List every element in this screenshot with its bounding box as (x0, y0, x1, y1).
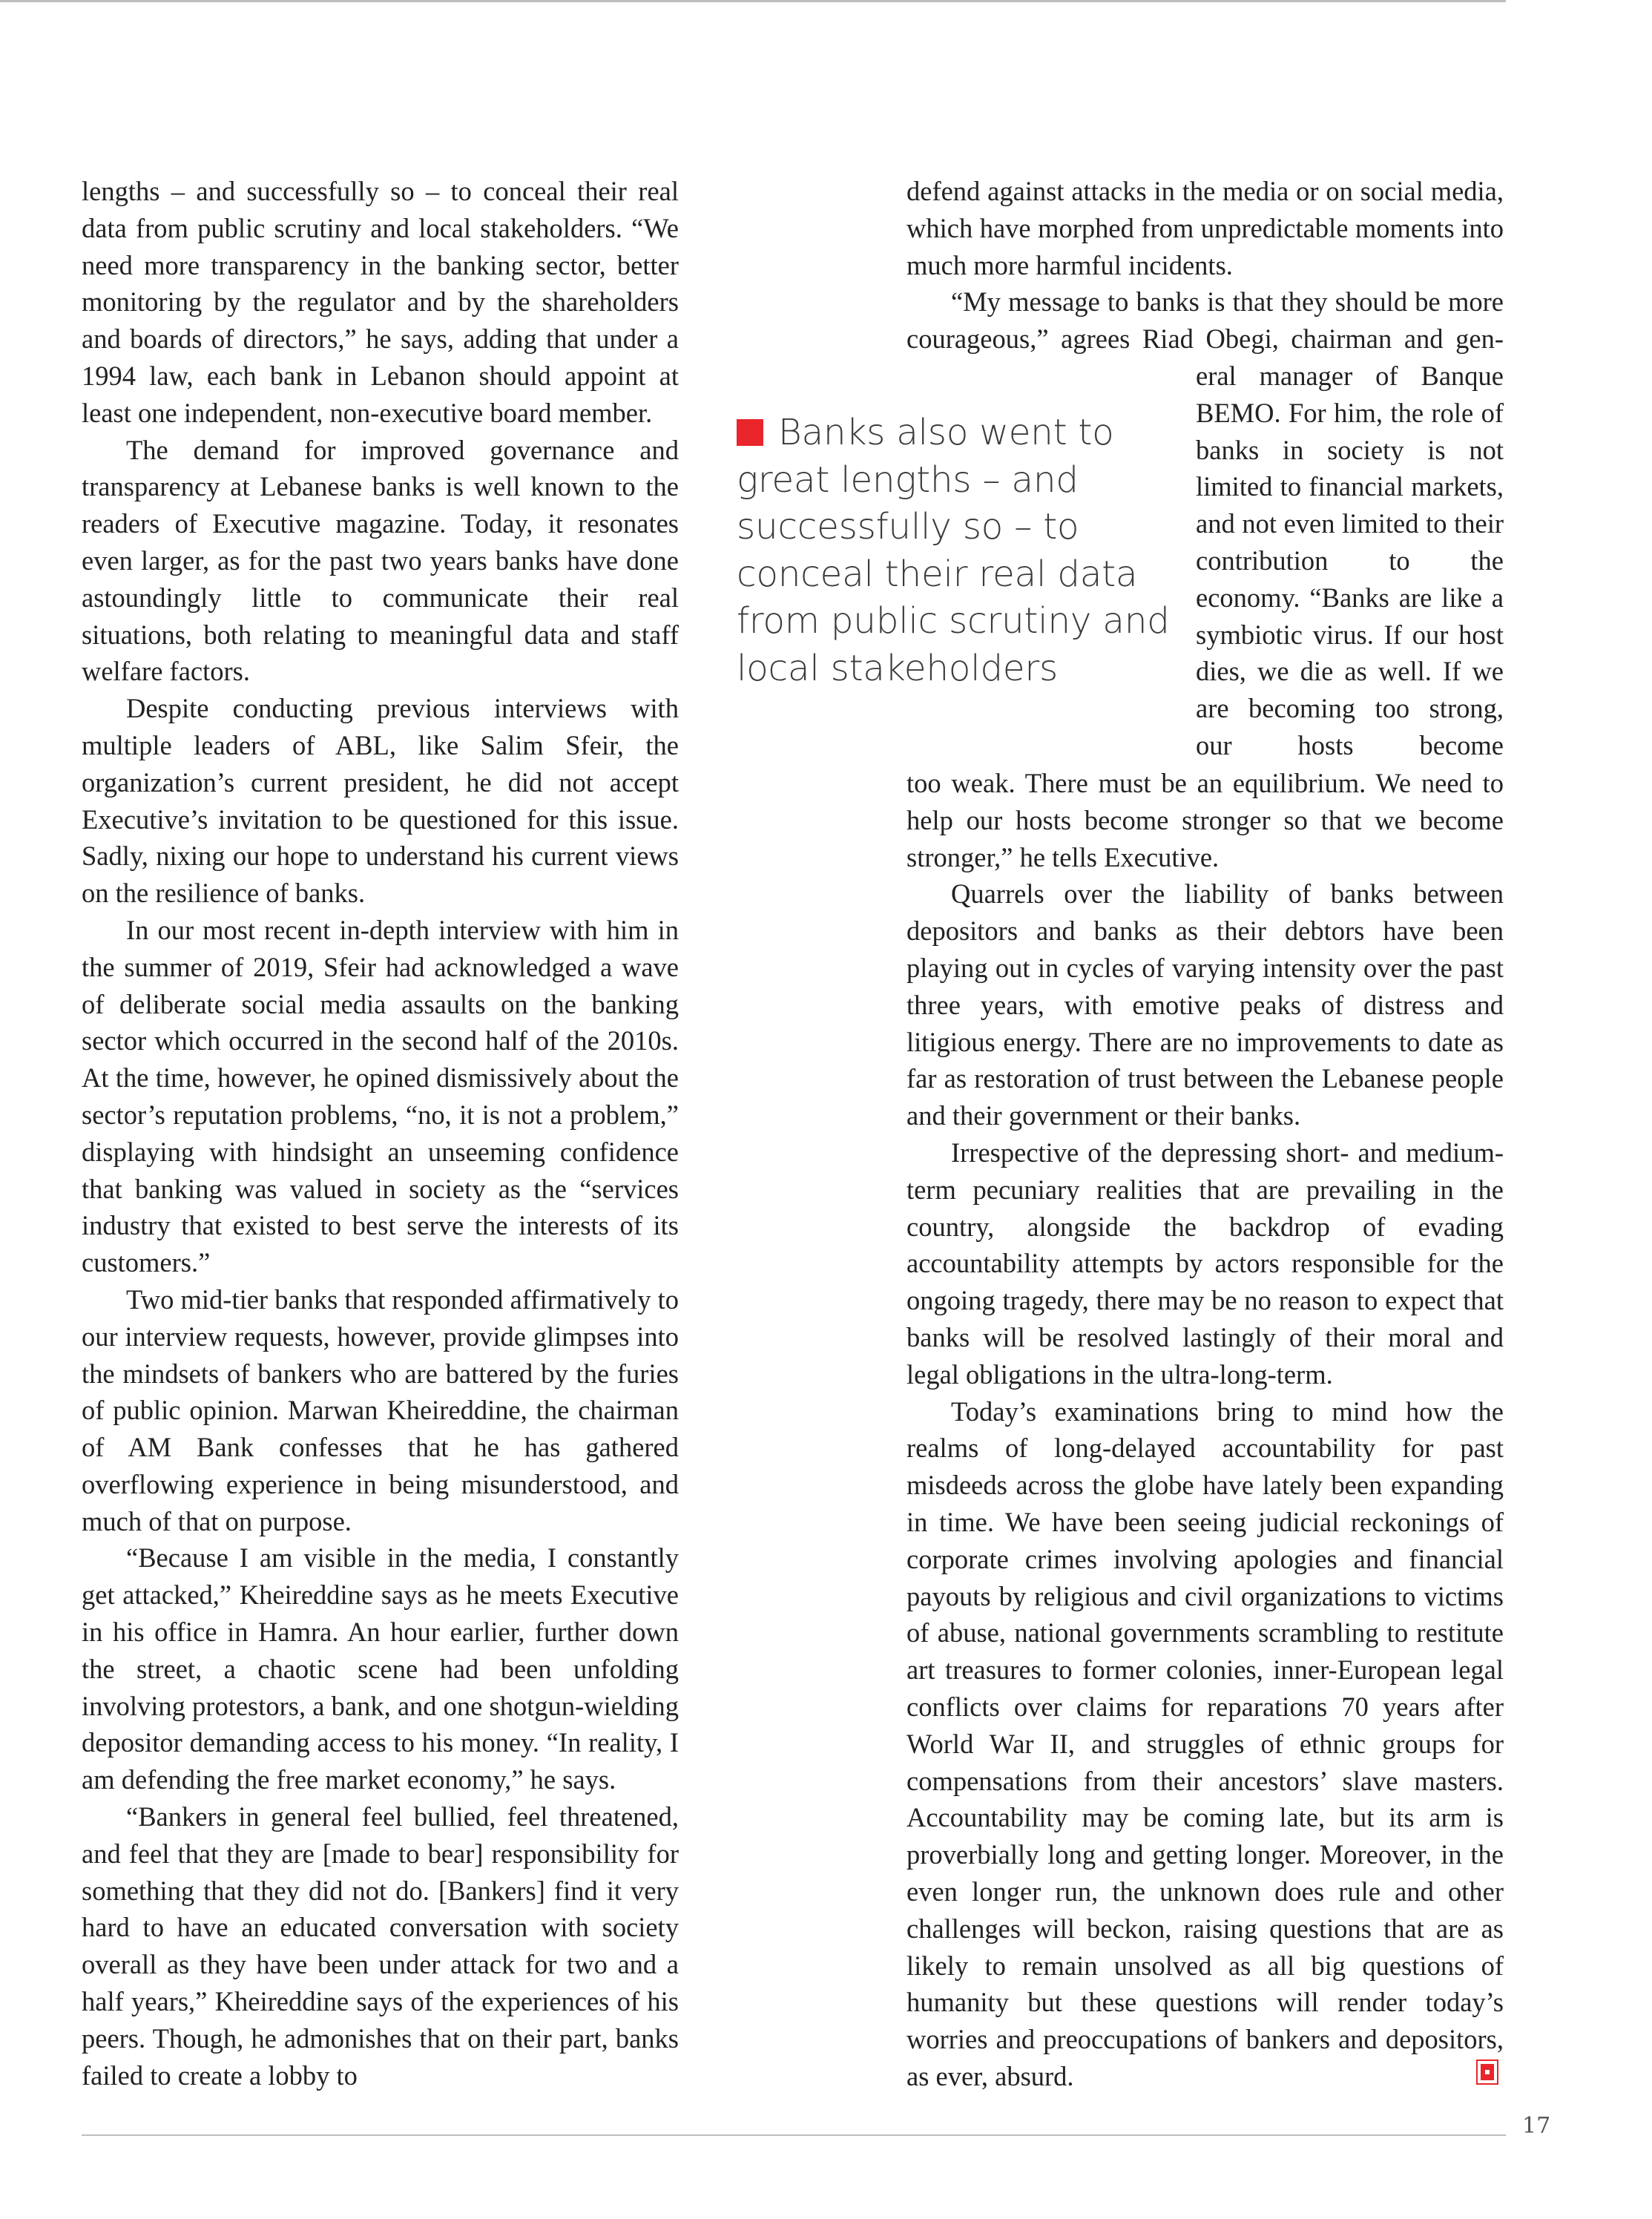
paragraph: Despite conducting previous interviews with multiple leaders of ABL, like Salim Sfeir, the organization’s current president, he did not accept Executive’s invitation to be questioned for this issue. Sadly, nixing our hope to understand his current views on the resilience of banks. (82, 693, 679, 909)
paragraph: Irrespective of the depressing short- and medium-term pecuniary realities that are prevailing in the country, alongside the backdrop of evading accountability attempts by actors responsible for the ongoing tragedy, there may be no reason to expect that banks will be resolved lastingly of their moral and legal obligations in the ultra-long-term. (906, 1137, 1504, 1390)
pull-quote-text: Banks also went to great lengths – and successfully so – to conceal their real data from public scrutiny and local stakeholders (737, 412, 1170, 689)
right-column-top (906, 173, 1504, 358)
red-square-icon (737, 419, 763, 446)
pull-quote (737, 410, 1182, 692)
right-column-bottom (906, 765, 1504, 2095)
top-rule (0, 0, 1506, 2)
right-column-narrow (1196, 358, 1504, 764)
paragraph: “Because I am visible in the media, I constantly get attacked,” Kheireddine says as he meets Executive in his office in Hamra. An hour earlier, further down the street, a chaotic scene had been unfolding involving protestors, a bank, and one shotgun-wielding depositor demanding access to his money. “In reality, I am defending the free market economy,” he says. (82, 1542, 679, 1795)
paragraph: Two mid-tier banks that responded affirmatively to our interview requests, however, provide glimpses into the mindsets of bankers who are battered by the furies of public opinion. Marwan Kheireddine, the chairman of AM Bank confesses that he has gathered overflowing experience in being misunderstood, and much of that on purpose. (82, 1283, 679, 1536)
paragraph: too weak. There must be an equilibrium. We need to help our hosts become stronger so that we become stronger,” he tells Executive. (906, 768, 1504, 872)
paragraph: lengths – and successfully so – to conceal their real data from public scrutiny and local stakeholders. “We need more transparency in the banking sector, better monitoring by the regulator and by the shareholders and boards of directors,” he says, adding that under a 1994 law, each bank in Lebanon should appoint at least one independent, non-executive board member. (82, 176, 679, 428)
page-number: 17 (1522, 2113, 1551, 2139)
end-mark-icon (1476, 2059, 1498, 2085)
paragraph: Today’s examinations bring to mind how the realms of long-delayed accountability for past misdeeds across the globe have lately been expanding in time. We have been seeing judicial reckonings of corporate crimes involving apologies and financial payouts by religious and civil organizations to victims of abuse, national governments scrambling to restitute art treasures to former colonies, inner-European legal conflicts over claims for reparations 70 years after World War II, and struggles of ethnic groups for compensations from their ancestors’ slave masters. Accountability may be coming late, but its arm is proverbially long and getting longer. Moreover, in the even longer run, the unknown does rule and other challenges will beckon, raising questions that are as likely to remain unsolved as all big questions of humanity but these questions will render today’s worries and preoccupations of bankers and depositors, as ever, absurd. (906, 1395, 1504, 2091)
left-column (82, 173, 679, 2094)
paragraph: The demand for improved governance and transparency at Lebanese banks is well known to the readers of Executive magazine. Today, it resonates even larger, as for the past two years banks have done astoundingly little to communicate their real situations, both relating to meaningful data and staff welfare factors. (82, 434, 679, 687)
paragraph: Quarrels over the liability of banks between depositors and banks as their debtors have been playing out in cycles of varying intensity over the past three years, with emotive peaks of distress and litigious energy. There are no improvements to date as far as restoration of trust between the Lebanese people and their government or their banks. (906, 878, 1504, 1131)
paragraph: “Bankers in general feel bullied, feel threatened, and feel that they are [made to bear] responsibility for something that they did not do. [Bankers] find it very hard to have an educated conversation with society overall as they have been under attack for two and a half years,” Kheireddine says of the experiences of his peers. Though, he admonishes that on their part, banks failed to create a lobby to (82, 1801, 679, 2091)
paragraph: defend against attacks in the media or on social media, which have morphed from unpredictable moments into much more harmful incidents. (906, 176, 1504, 280)
bottom-rule (82, 2134, 1506, 2136)
paragraph: “My message to banks is that they should be more courageous,” agrees Riad Obegi, chairman and gen- (906, 286, 1504, 355)
paragraph: In our most recent in-depth interview with him in the summer of 2019, Sfeir had acknowledged a wave of deliberate social media assaults on the banking sector which occurred in the second half of the 2010s. At the time, however, he opined dismissively about the sector’s reputation problems, “no, it is not a problem,” displaying with hindsight an unseeming confidence that banking was valued in society as the “services industry that existed to best serve the interests of its customers.” (82, 914, 679, 1278)
paragraph: eral manager of Banque BEMO. For him, the role of banks in society is not limited to financial markets, and not even limited to their contribution to the economy. “Banks are like a symbiotic virus. If our host dies, we die as well. If we are becoming too strong, our hosts become (1196, 361, 1504, 760)
